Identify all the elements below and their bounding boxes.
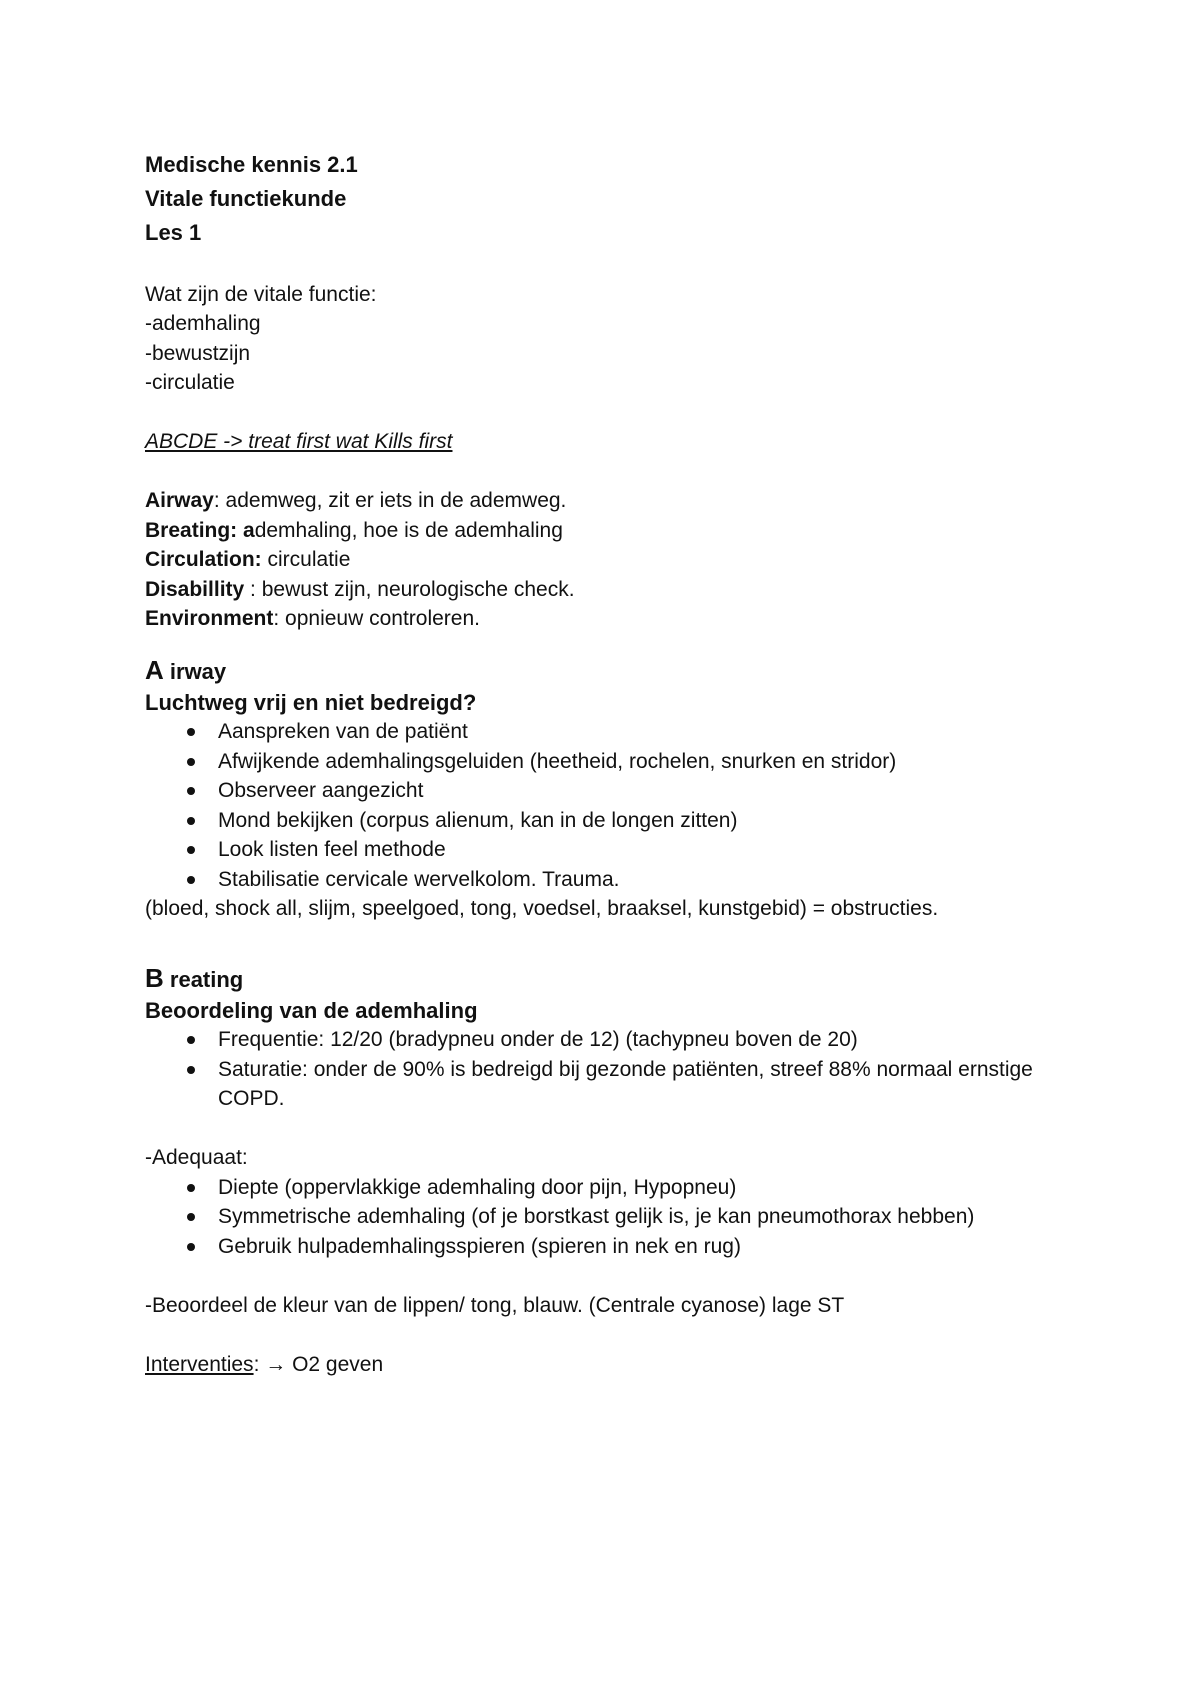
list-item: [145, 1055, 1048, 1114]
list-item: [145, 776, 1045, 806]
definition-sep: a: [237, 518, 255, 542]
spacer: [145, 457, 1045, 487]
bullet-icon: [187, 758, 195, 766]
list-item-text: Look listen feel methode: [218, 838, 446, 861]
definition-environment: [145, 604, 1045, 634]
airway-rest: irway: [163, 658, 227, 684]
airway-letter: A: [145, 654, 164, 685]
definition-term: Environment: [145, 607, 274, 630]
document-title: Medische kennis 2.1: [145, 152, 358, 177]
adequaat-label: -Adequaat:: [145, 1146, 248, 1169]
definition-term: Circulation:: [145, 548, 262, 571]
breating-heading: [145, 960, 1045, 996]
vital-function-item: -ademhaling: [145, 312, 261, 335]
spacer: [145, 1261, 1045, 1291]
breating-rest: reating: [163, 966, 244, 992]
definition-text: demhaling, hoe is de ademhaling: [254, 518, 563, 542]
breating-letter: B: [145, 962, 164, 993]
list-item: [145, 835, 1045, 865]
bullet-icon: [187, 787, 195, 795]
definition-breating: [145, 516, 1045, 546]
list-item-text: Saturatie: onder de 90% is bedreigd bij gezonde patiënten, streef 88% normaal ernstige COPD.: [218, 1057, 1033, 1110]
document-page: [145, 148, 1045, 1379]
bullet-icon: [187, 1243, 195, 1251]
list-item: [145, 1202, 1045, 1232]
spacer: [145, 398, 1045, 428]
breating-subheading: Beoordeling van de ademhaling: [145, 997, 478, 1023]
list-item: [145, 1173, 1045, 1203]
definition-sep: :: [213, 489, 220, 512]
bullet-icon: [187, 876, 195, 884]
list-item-text: Aanspreken van de patiënt: [218, 720, 468, 743]
list-item-text: Observeer aangezicht: [218, 779, 424, 802]
definition-text: opnieuw controleren.: [279, 607, 480, 630]
list-item-text: Frequentie: 12/20 (bradypneu onder de 12) (tachypneu boven de 20): [218, 1028, 858, 1051]
bullet-icon: [187, 1213, 195, 1221]
list-item-text: Stabilisatie cervicale wervelkolom. Trauma.: [218, 867, 620, 891]
interventies-colon: :: [253, 1352, 260, 1376]
list-item: [145, 1025, 1045, 1055]
interventies-label: Interventies: [145, 1352, 254, 1376]
bullet-icon: [187, 728, 195, 736]
arrow-right-icon: →: [265, 1352, 287, 1376]
bullet-icon: [187, 1036, 195, 1044]
vital-functions-intro: Wat zijn de vitale functie:: [145, 282, 377, 306]
list-item: [145, 806, 1045, 836]
list-item-text: Diepte (oppervlakkige ademhaling door pijn, Hypopneu): [218, 1175, 737, 1199]
definition-text: ademweg, zit er iets in de ademweg.: [219, 489, 567, 512]
definition-disabillity: [145, 575, 1045, 605]
adequaat-bullet-list: [145, 1173, 1045, 1262]
spacer: [145, 1320, 1045, 1350]
interventies-text: O2 geven: [286, 1352, 384, 1376]
definition-sep: :: [273, 607, 280, 630]
list-item-text: Gebruik hulpademhalingsspieren (spieren in nek en rug): [218, 1234, 741, 1258]
bullet-icon: [187, 817, 195, 825]
airway-obstructions-note: (bloed, shock all, slijm, speelgoed, tong, voedsel, braaksel, kunstgebid) = obstructies.: [145, 897, 939, 920]
definition-airway: [145, 486, 1045, 516]
definition-circulation: [145, 545, 1045, 575]
definition-term: Disabillity: [145, 577, 245, 601]
lesson-title: Les 1: [145, 220, 202, 245]
definition-text: bewust zijn, neurologische check.: [255, 577, 575, 601]
spacer: [145, 1114, 1045, 1144]
list-item: [145, 717, 1045, 747]
list-item-text: Mond bekijken (corpus alienum, kan in de longen zitten): [218, 808, 738, 832]
vital-function-item: -circulatie: [145, 371, 235, 394]
definition-term: Airway: [145, 489, 214, 512]
abcde-line: ABCDE -> treat first wat Kills first: [145, 430, 453, 453]
definition-text: circulatie: [261, 548, 351, 571]
interventies-line: [145, 1350, 1045, 1380]
list-item: [145, 1232, 1045, 1262]
airway-bullet-list: [145, 717, 1045, 894]
definition-term: Breating:: [145, 518, 238, 542]
lips-assessment-line: -Beoordeel de kleur van de lippen/ tong, blauw. (Centrale cyanose) lage ST: [145, 1293, 845, 1317]
list-item-text: Symmetrische ademhaling (of je borstkast gelijk is, je kan pneumothorax hebben): [218, 1205, 975, 1228]
bullet-icon: [187, 846, 195, 854]
bullet-icon: [187, 1184, 195, 1192]
breating-bullet-list: [145, 1025, 1045, 1114]
list-item: [145, 747, 1045, 777]
document-subtitle: Vitale functiekunde: [145, 186, 347, 211]
vital-function-item: -bewustzijn: [145, 341, 251, 365]
spacer: [145, 924, 1045, 960]
bullet-icon: [187, 1066, 195, 1074]
spacer: [145, 250, 1045, 280]
list-item-text: Afwijkende ademhalingsgeluiden (heetheid, rochelen, snurken en stridor): [218, 749, 897, 773]
airway-heading: [145, 652, 1045, 688]
spacer: [145, 634, 1045, 652]
definition-sep: :: [244, 577, 256, 601]
list-item: [145, 865, 1045, 895]
airway-subheading: Luchtweg vrij en niet bedreigd?: [145, 689, 477, 715]
